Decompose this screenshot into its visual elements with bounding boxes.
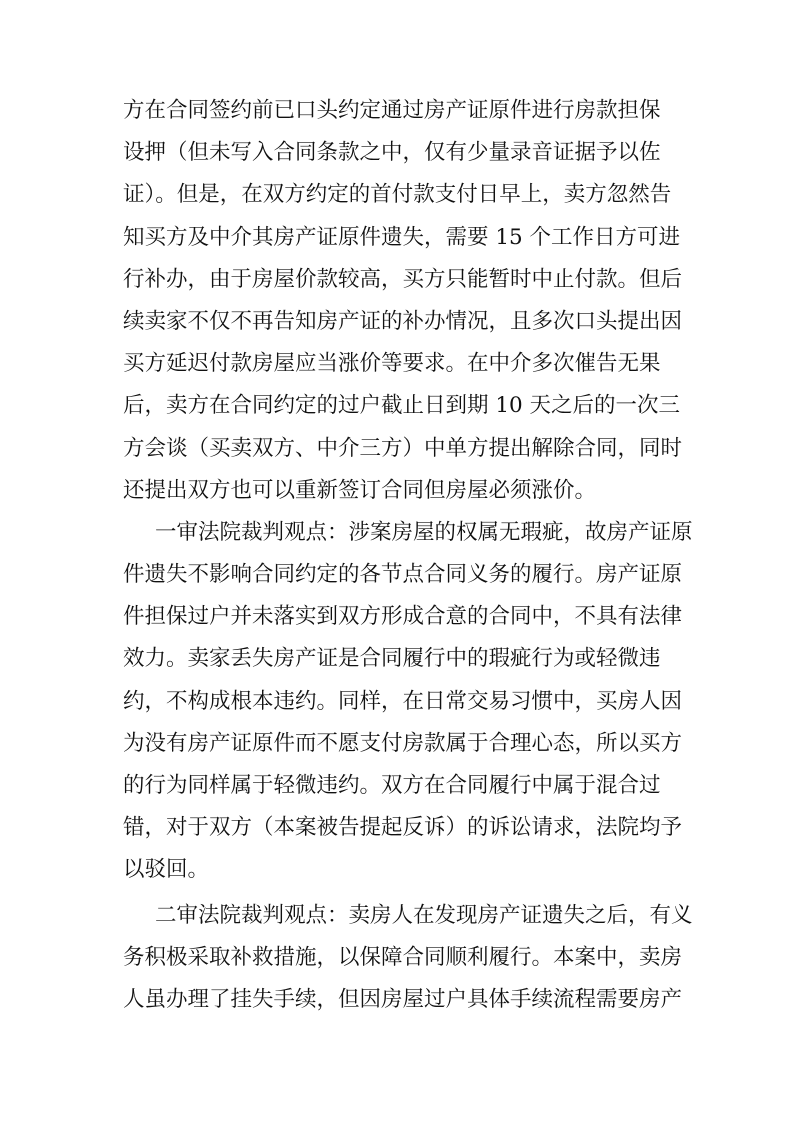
- text-line: 为没有房产证原件而不愿支付房款属于合理心态，所以买方: [123, 730, 683, 756]
- paragraph-facts: [123, 90, 683, 512]
- text-line: 设押（但未写入合同条款之中，仅有少量录音证据予以佐: [123, 140, 661, 166]
- text-line: 方在合同签约前已口头约定通过房产证原件进行房款担保: [123, 98, 661, 123]
- text-line: 务积极采取补救措施，以保障合同顺利履行。本案中，卖房: [123, 944, 683, 970]
- text-line: 二审法院裁判观点：卖房人在发现房产证遗失之后，有义: [155, 902, 693, 928]
- text-line: 续卖家不仅不再告知房产证的补办情况，且多次口头提出因: [123, 308, 683, 334]
- text-line: 行补办，由于房屋价款较高，买方只能暂时中止付款。但后: [123, 266, 683, 292]
- text-line: 件担保过户并未落实到双方形成合意的合同中，不具有法律: [123, 604, 683, 630]
- paragraph-second-instance-opinion: [123, 895, 693, 1022]
- text-line: 方会谈（买卖双方、中介三方）中单方提出解除合同，同时: [123, 435, 683, 461]
- text-line: 件遗失不影响合同约定的各节点合同义务的履行。房产证原: [123, 562, 683, 588]
- document-body: [123, 90, 693, 1021]
- text-line: 约，不构成根本违约。同样，在日常交易习惯中，买房人因: [123, 688, 683, 714]
- text-line: 买方延迟付款房屋应当涨价等要求。在中介多次催告无果: [123, 351, 661, 377]
- text-line: 效力。卖家丢失房产证是合同履行中的瑕疵行为或轻微违: [123, 646, 661, 672]
- text-line: 的行为同样属于轻微违约。双方在合同履行中属于混合过: [123, 773, 661, 798]
- text-line: 还提出双方也可以重新签订合同但房屋必须涨价。: [123, 477, 597, 503]
- text-line: 知买方及中介其房产证原件遗失，需要 15 个工作日方可进: [123, 224, 681, 250]
- text-line: 后，卖方在合同约定的过户截止日到期 10 天之后的一次三: [123, 393, 681, 419]
- text-line: 证）。但是，在双方约定的首付款支付日早上，卖方忽然告: [123, 182, 672, 208]
- text-line: 一审法院裁判观点：涉案房屋的权属无瑕疵，故房产证原: [155, 519, 693, 545]
- text-line: 人虽办理了挂失手续，但因房屋过户具体手续流程需要房产: [123, 986, 683, 1012]
- text-line: 错，对于双方（本案被告提起反诉）的诉讼请求，法院均予: [123, 815, 683, 841]
- paragraph-first-instance-opinion: [123, 512, 693, 892]
- text-line: 以驳回。: [123, 857, 210, 883]
